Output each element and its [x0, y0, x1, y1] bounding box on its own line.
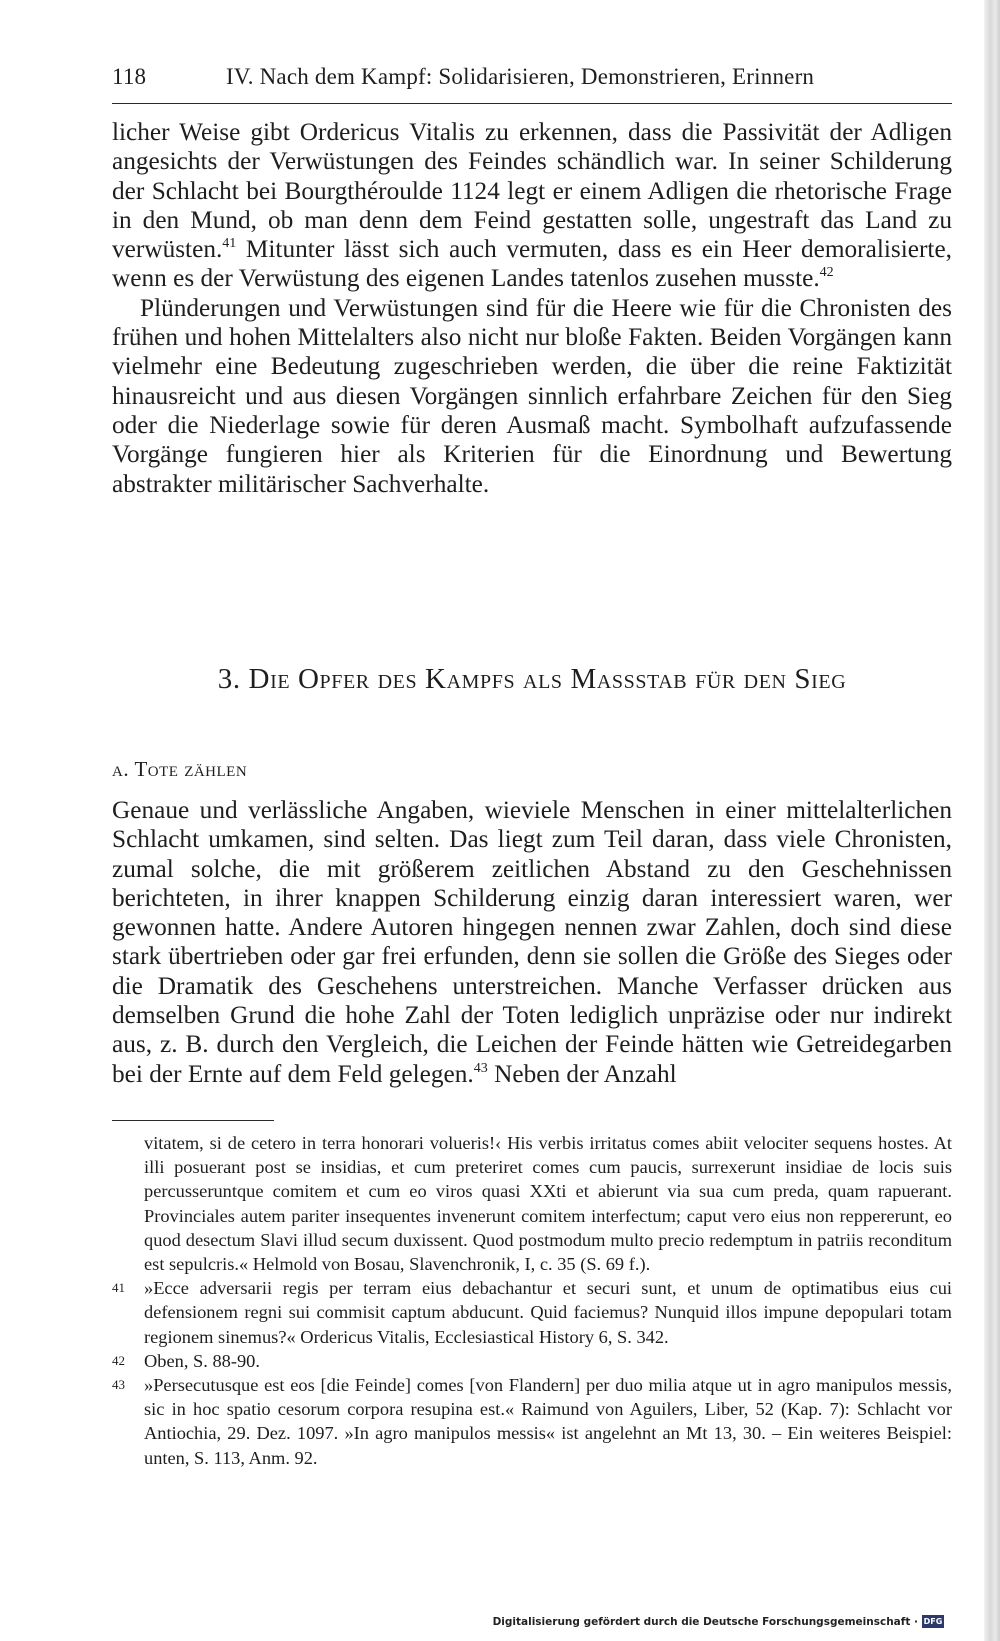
header-rule [112, 103, 952, 104]
footnote-rule [112, 1120, 274, 1121]
footnote-43: 43 »Persecutusque est eos [die Feinde] comes [von Flandern] per duo milia atque ut in agro manipulos messis, sic in hoc spatio cesorum corpora resupina est.« Raimund von Aguilers, Liber, 52 (Kap. 7): Schlacht vor Antiochia, 29. Dez. 1097. »In agro manipulos messis« ist angelehnt an Mt 13, 30. – Ein weiteres Beispiel: unten, S. 113, Anm. 92. [112, 1375, 952, 1468]
body-text-bottom [112, 796, 952, 1089]
page-edge [984, 0, 1000, 1641]
section-heading: 3. Die Opfer des Kampfs als Massstab für den Sieg [217, 663, 847, 695]
body-text-top [112, 118, 952, 499]
paragraph-2: Plünderungen und Verwüstungen sind für die Heere wie für die Chronisten des frühen und hohen Mittelalters also nicht nur bloße Fakten. Beiden Vorgängen kann vielmehr eine Bedeutung zugeschrieben werden, die über die reine Faktizität hinausreicht und aus diesen Vorgängen sinnlich erfahrbare Zeichen für den Sieg oder die Niederlage sowie für deren Ausmaß macht. Symbolhaft aufzufassende Vorgänge fungieren hier als Kriterien für die Einordnung und Bewertung abstrakter militärischer Sachverhalte. [112, 293, 952, 498]
page-number: 118 [112, 64, 147, 89]
footnote-continuation: vitatem, si de cetero in terra honorari volueris!‹ His verbis irritatus comes abiit velociter sequens hostes. At illi posuerant post se insidias, et cum preteriret comes cum paucis, surrexerunt insidiae de locis suis percusseruntque comitem et cum eo viros quasi XXti et abierunt via sua cum preda, quam rapuerant. Provinciales autem pariter insequentes invenerunt comitem interfectum; caput vero eius non reppererunt, eo quod desectum Slavi illud secum duxissent. Quod postmodum multo precio redemptum in patriis reconditum est sepulcris.« Helmold von Bosau, Slavenchronik, I, c. 35 (S. 69 f.). [144, 1133, 952, 1275]
dfg-logo: DFG [923, 1617, 943, 1626]
footnotes [112, 1131, 952, 1470]
footnote-number: 43 [112, 1377, 125, 1393]
paragraph-1: licher Weise gibt Ordericus Vitalis zu erkennen, dass die Passivität der Adligen angesichts der Verwüstungen des Feindes schändlich war. In seiner Schilderung der Schlacht bei Bourgthéroulde 1124 legt er einem Adligen die rhetorische Frage in den Mund, ob man denn dem Feind gestatten solle, ungestraft das Land zu verwüsten.$^{41}$ Mitunter lässt sich auch vermuten, dass es ein Heer demoralisierte, wenn es der Verwüstung des eigenen Landes tatenlos zusehen musste.$^{42}$ [112, 118, 952, 293]
footnote-ref-42[interactable]: 42 [819, 265, 834, 281]
footnote-ref-43[interactable]: 43 [473, 1060, 488, 1076]
sub-heading: a. Tote zählen [112, 757, 248, 781]
paragraph-3: Genaue und verlässliche Angaben, wieviele Menschen in einer mittelalterlichen Schlacht umkamen, sind selten. Das liegt zum Teil daran, dass viele Chronisten, zumal solche, die mit größerem zeitlichen Abstand zu den Geschehnissen berichteten, in ihrer knappen Schilderung einzig daran interessiert waren, wer gewonnen hatte. Andere Autoren hingegen nennen zwar Zahlen, doch sind diese stark übertrieben oder gar frei erfunden, denn sie sollen die Größe des Sieges oder die Dramatik des Geschehens unterstreichen. Manche Verfasser drücken aus demselben Grund die hohe Zahl der Toten lediglich unpräzise oder nur indirekt aus, z. B. durch den Vergleich, die Leichen der Feinde hätten wie Getreidegarben bei der Ernte auf dem Feld gelegen.$^{43}$ Neben der Anzahl [112, 796, 952, 1088]
footnote-number: 41 [112, 1280, 125, 1296]
digitization-note: Digitalisierung gefördert durch die Deutsche Forschungsgemeinschaft · [492, 1616, 918, 1628]
footnote-41: 41 »Ecce adversarii regis per terram eius debachantur et securi sunt, et unum de optimatibus eius cui defensionem regni sui commisit captum abducunt. Quid faciemus? Nunquid illos impune depopulari totam regionem sinemus?« Ordericus Vitalis, Ecclesiastical History 6, S. 342. [112, 1278, 952, 1347]
footnote-number: 42 [112, 1352, 125, 1368]
footnote-ref-41[interactable]: 41 [222, 236, 237, 252]
running-title: IV. Nach dem Kampf: Solidarisieren, Demonstrieren, Erinnern [226, 64, 815, 89]
footnote-42: 42 Oben, S. 88-90. [112, 1349, 952, 1373]
